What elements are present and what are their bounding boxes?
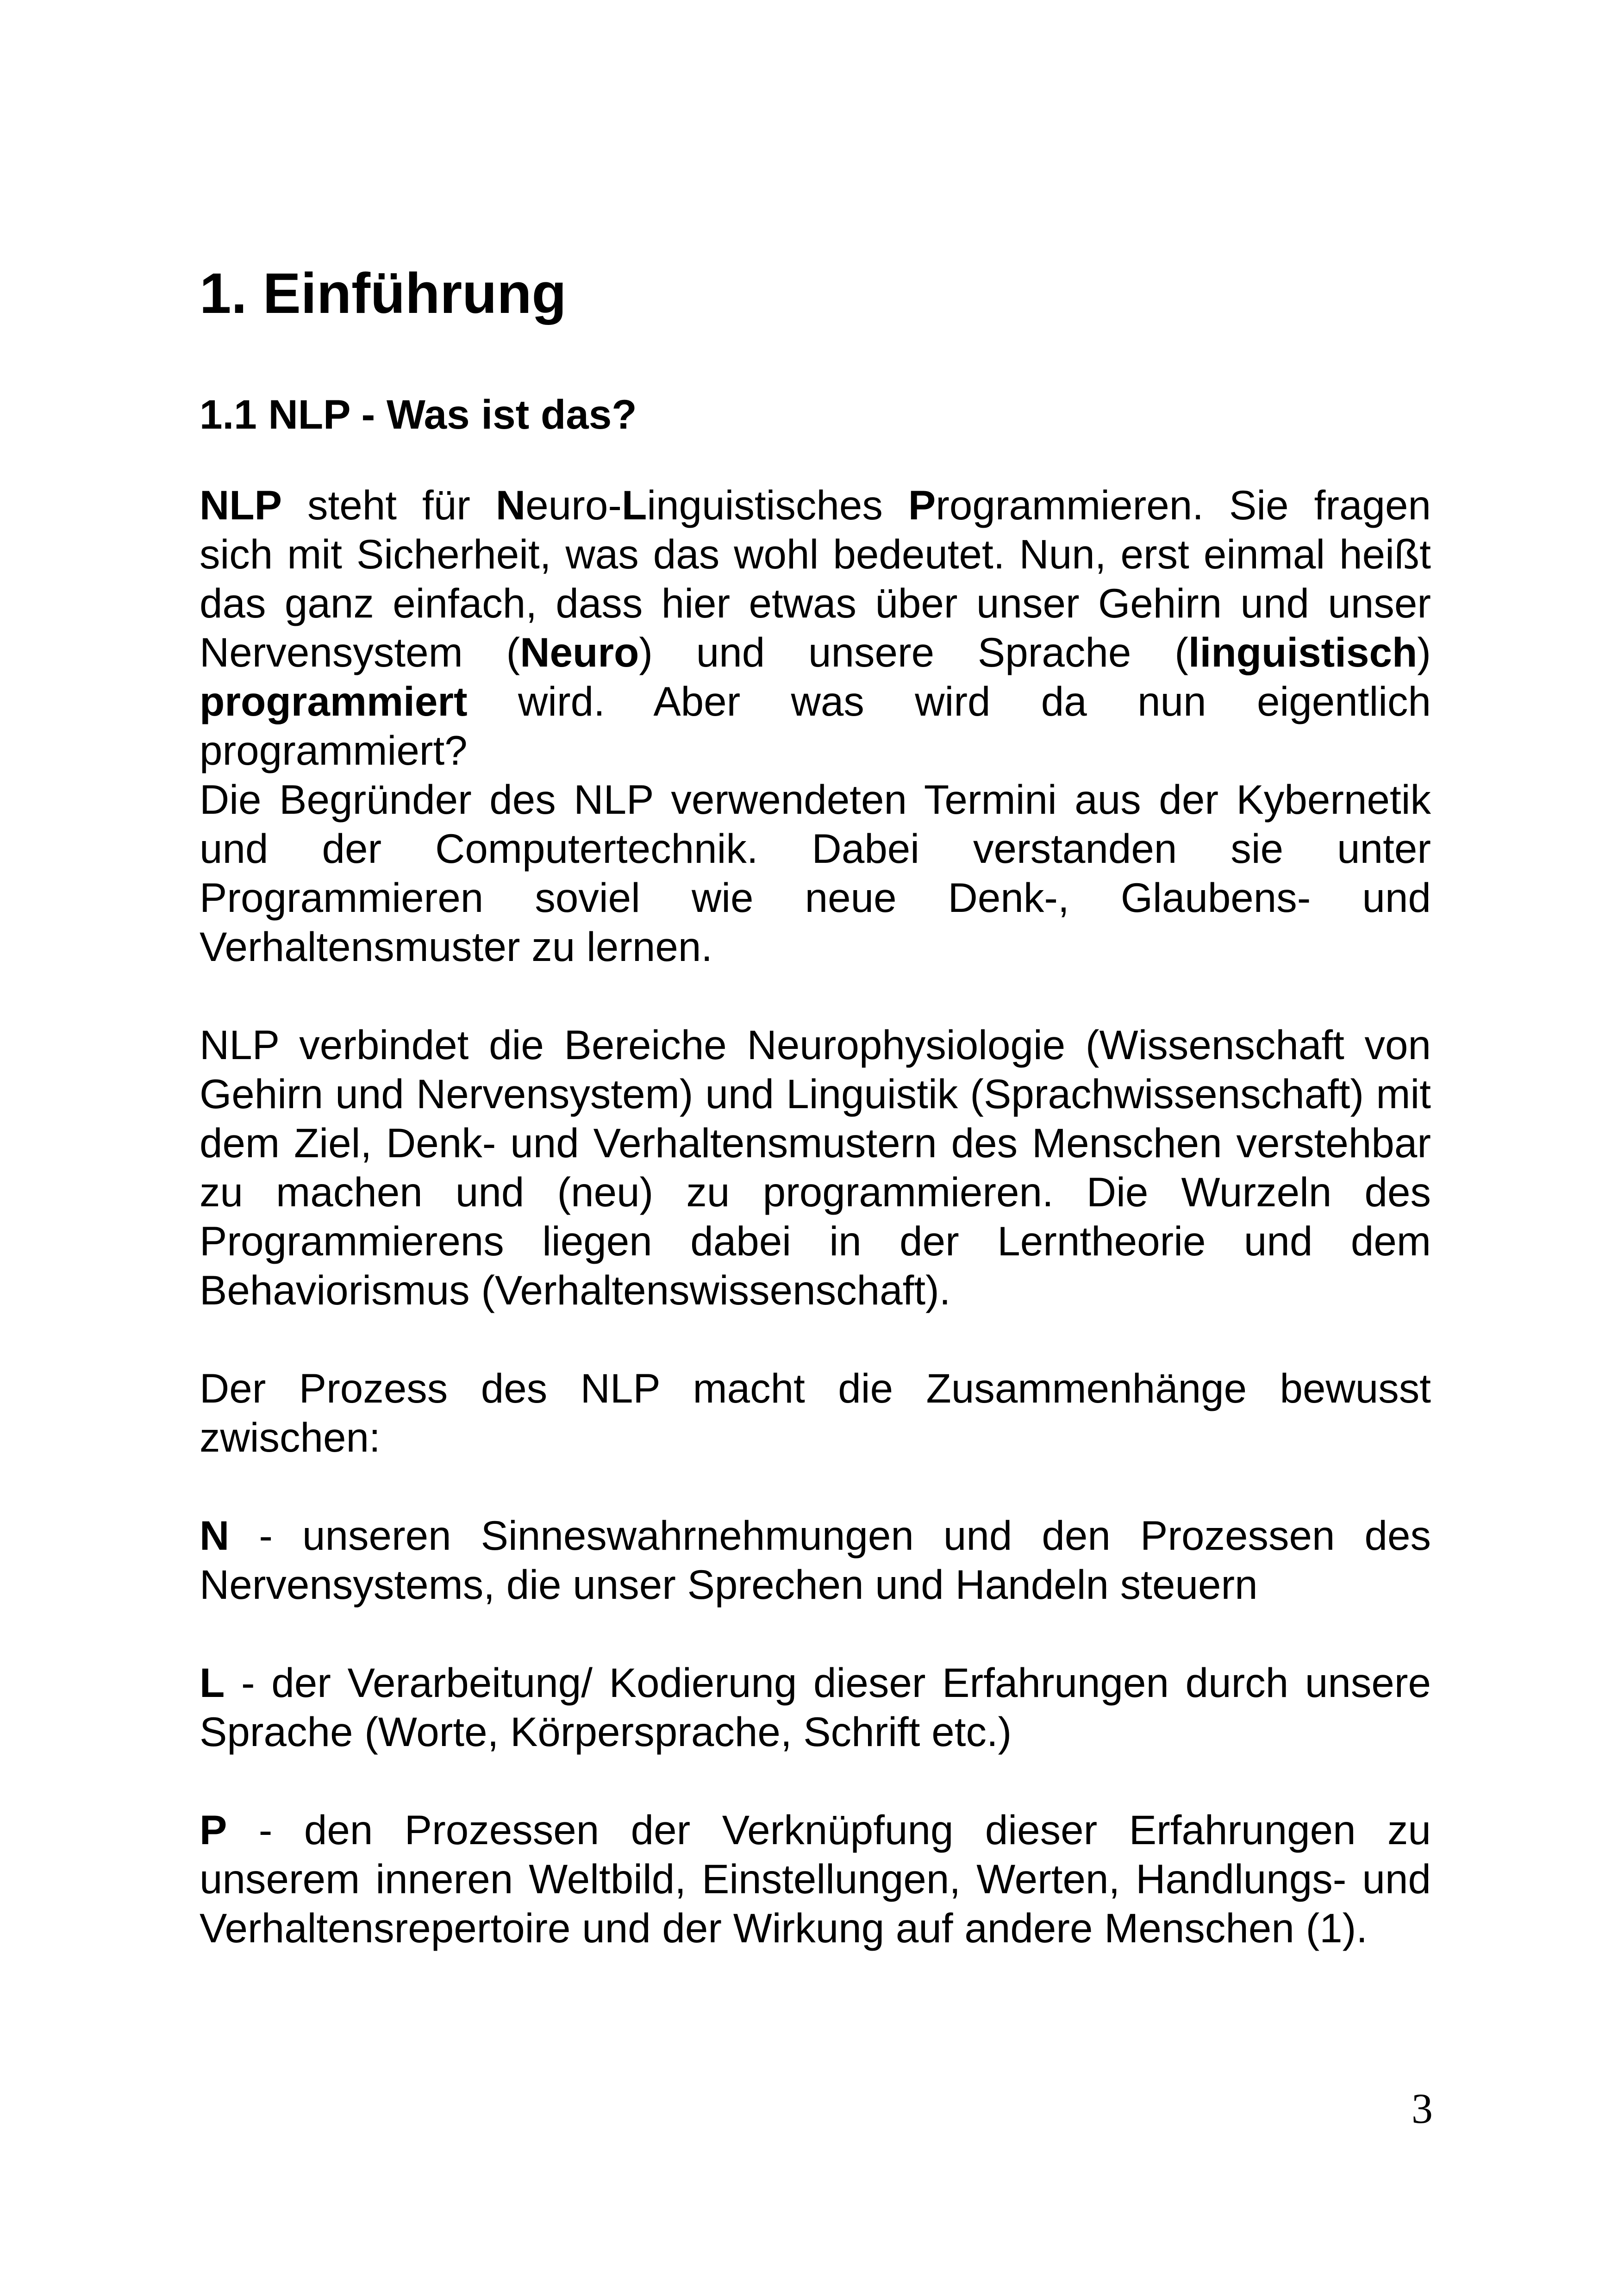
list-text-n: - unseren Sinneswahrnehmungen und den Prozessen des Nervensystems, die unser Sprechen und Handeln steuern (200, 1512, 1431, 1608)
chapter-title: 1. Einführung (200, 262, 567, 325)
page-number: 3 (1412, 2085, 1433, 2132)
bold-nlp: NLP (200, 482, 282, 528)
intro-text-7: wird. Aber was wird da nun eigentlich programmiert? (200, 678, 1431, 773)
list-item-n (200, 1511, 1431, 1609)
bold-neuro: Neuro (520, 629, 639, 675)
list-text-l: - der Verarbeitung/ Kodierung dieser Erfahrungen durch unsere Sprache (Worte, Körpersprache, Schrift etc.) (200, 1659, 1431, 1755)
list-item-p (200, 1805, 1431, 1952)
section-title: 1.1 NLP - Was ist das? (200, 391, 637, 437)
bold-letter-p: P (908, 482, 936, 528)
intro-text-5: ) und unsere Sprache ( (639, 629, 1188, 675)
list-letter-l: L (200, 1659, 225, 1706)
list-item-l (200, 1658, 1431, 1756)
bold-letter-l: L (621, 482, 647, 528)
bold-programmiert: programmiert (200, 678, 468, 724)
bold-letter-n: N (495, 482, 526, 528)
intro-text-3: inguistisches (647, 482, 908, 528)
list-letter-p: P (200, 1807, 227, 1853)
paragraph-intro (200, 480, 1431, 775)
paragraph-founders: Die Begründer des NLP verwendeten Termini aus der Kybernetik und der Computertechnik. Dabei verstanden sie unter Programmieren soviel wie neue Denk-, Glaubens- und Verhaltensmuster zu lernen. (200, 776, 1431, 970)
list-text-p: - den Prozessen der Verknüpfung dieser Erfahrungen zu unserem inneren Weltbild, Einstellungen, Werten, Handlungs- und Verhaltensrepertoire und der Wirkung auf andere Menschen (1). (200, 1807, 1431, 1951)
paragraph-definition: NLP verbindet die Bereiche Neurophysiologie (Wissenschaft von Gehirn und Nervensystem) und Linguistik (Sprachwissenschaft) mit dem Ziel, Denk- und Verhaltensmustern des Menschen verstehbar zu machen und (neu) zu programmieren. Die Wurzeln des Programmierens liegen dabei in der Lerntheorie und dem Behaviorismus (Verhaltenswissenschaft). (200, 1022, 1431, 1313)
intro-text-2: euro- (525, 482, 622, 528)
intro-text-4: rogrammieren. Sie fragen sich mit Sicherheit, was das wohl bedeutet. Nun, erst einmal heißt das ganz einfach, dass hier etwas über unser Gehirn und unser Nervensystem ( (200, 482, 1431, 675)
intro-text-6: ) (1417, 629, 1431, 675)
page-content (200, 259, 1431, 1952)
paragraph-process: Der Prozess des NLP macht die Zusammenhänge bewusst zwischen: (200, 1365, 1431, 1460)
intro-text-1: steht für (282, 482, 496, 528)
bold-linguistisch: linguistisch (1188, 629, 1418, 675)
list-letter-n: N (200, 1512, 230, 1559)
